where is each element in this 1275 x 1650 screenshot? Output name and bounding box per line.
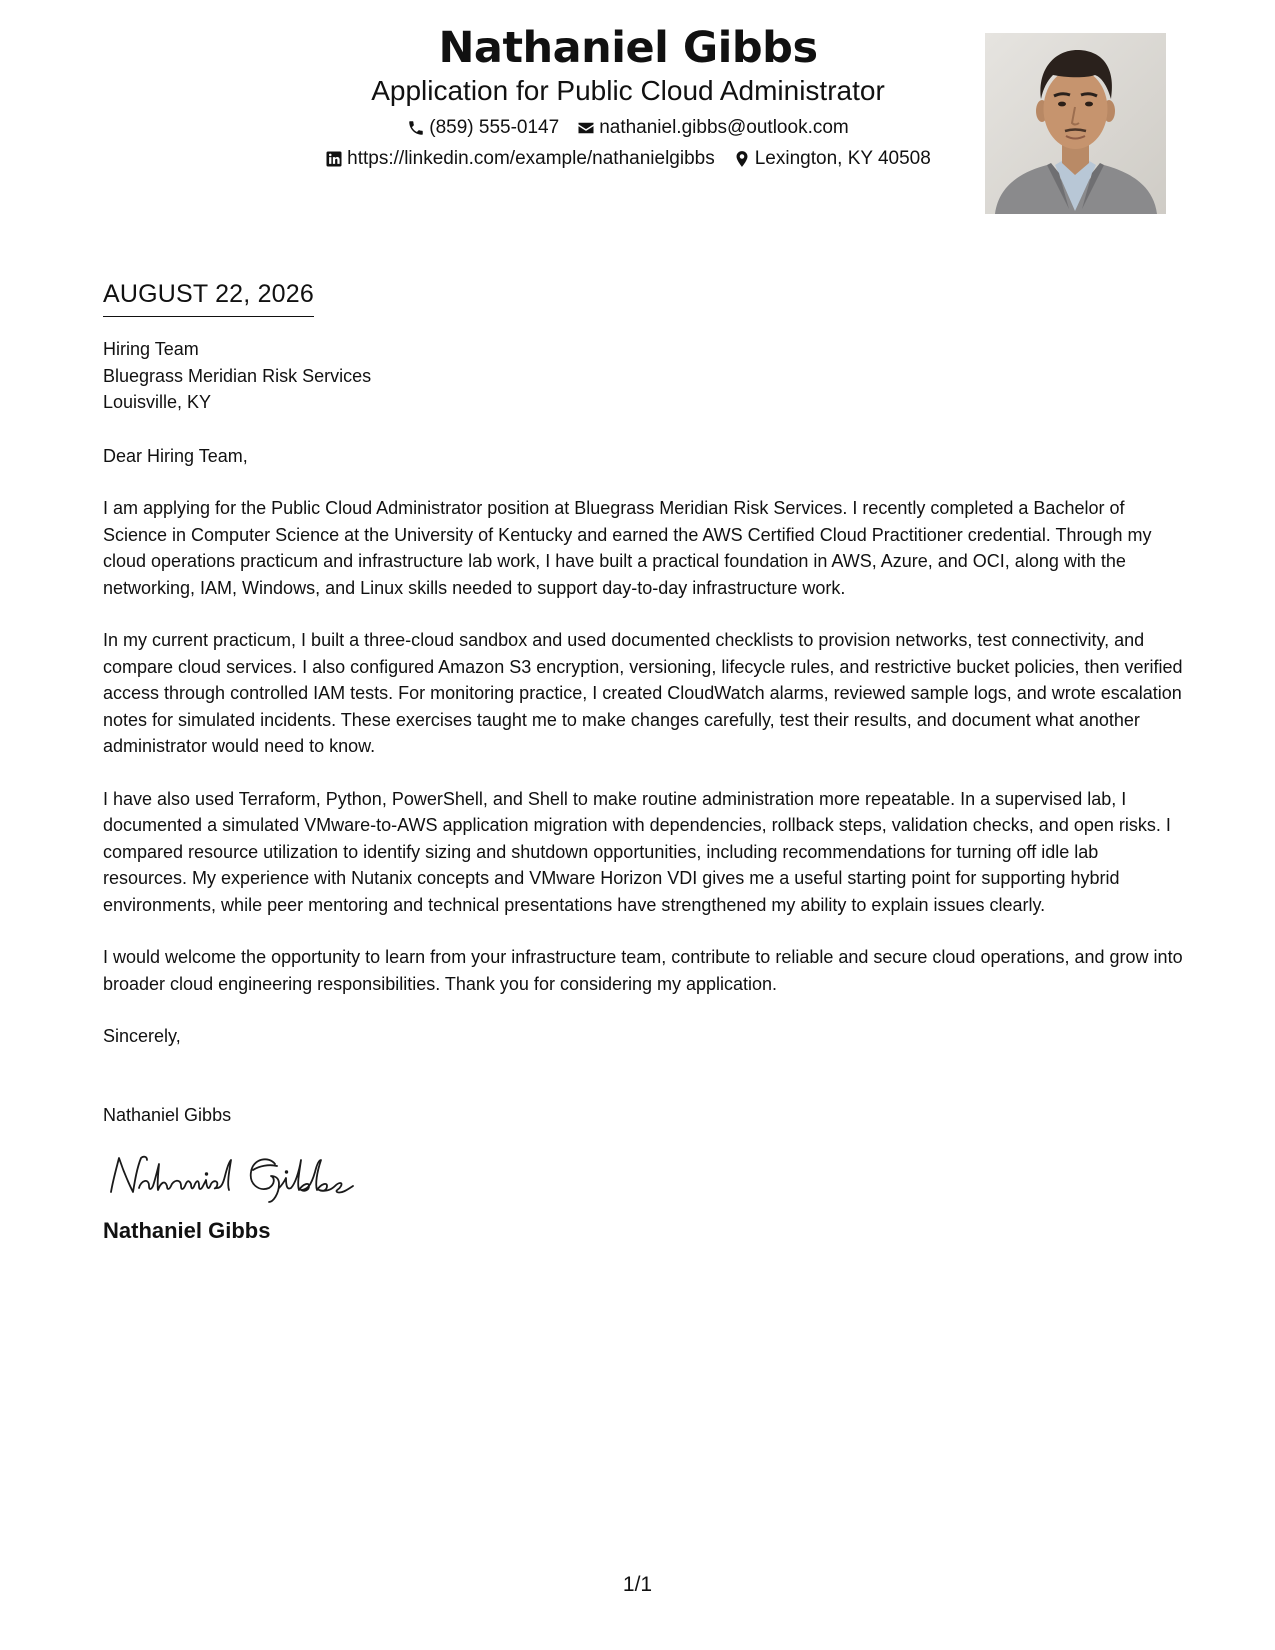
body-paragraph: I have also used Terraform, Python, PowerShell, and Shell to make routine administration more repeatable. In a supervised lab, I documented a simulated VMware-to-AWS application migration with dependencies, rollback steps, validation checks, and open risks. I compared resource utilization to identify sizing and shutdown opportunities, including recommendations for turning off idle lab resources. My experience with Nutanix concepts and VMware Horizon VDI gives me a useful starting point for supporting hybrid environments, while peer mentoring and technical presentations have strengthened my ability to explain issues clearly. [103,788,1171,915]
application-subtitle: Application for Public Cloud Administrator [371,75,885,106]
handwritten-signature [103,1150,403,1206]
header-text-block [228,22,1028,171]
profile-photo [985,33,1166,214]
phone-icon [407,119,425,137]
linkedin-icon [325,150,343,168]
page-number: 1/1 [622,1573,653,1596]
recipient-location: Louisville, KY [103,392,212,412]
letter-header [0,22,1275,212]
closing: Sincerely, [103,1026,181,1046]
recipient-company: Bluegrass Meridian Risk Services [103,365,372,386]
body-paragraph: I am applying for the Public Cloud Administrator position at Bluegrass Meridian Risk Services. I recently completed a Bachelor of Science in Computer Science at the University of Kentucky and earned the AWS Certified Cloud Practitioner credential. Through my cloud operations practicum and infrastructure lab work, I have built a practical foundation in AWS, Azure, and OCI, along with the networking, IAM, Windows, and Linux skills needed to support day-to-day infrastructure work. [103,498,1152,598]
body-paragraph: In my current practicum, I built a three-cloud sandbox and used documented checklists to provision networks, test connectivity, and compare cloud services. I also configured Amazon S3 encryption, versioning, lifecycle rules, and restrictive bucket policies, then verified access through controlled IAM tests. For monitoring practice, I created CloudWatch alarms, reviewed sample logs, and wrote escalation notes for simulated incidents. These exercises taught me to make changes carefully, test their results, and document what another administrator would need to know. [103,630,1183,756]
body-paragraph: I would welcome the opportunity to learn from your infrastructure team, contribute to reliable and secure cloud operations, and grow into broader cloud engineering responsibilities. Thank you for considering my application. [103,947,1183,994]
typed-signature-name: Nathaniel Gibbs [103,1104,232,1125]
letter-date: AUGUST 22, 2026 [103,278,314,317]
recipient-block [103,336,1183,416]
phone-contact [407,116,559,140]
email-address[interactable]: nathaniel.gibbs@outlook.com [599,117,849,138]
recipient-line: Hiring Team [103,339,199,359]
linkedin-contact[interactable] [325,147,715,171]
envelope-icon [577,119,595,137]
location-text: Lexington, KY 40508 [754,148,931,169]
map-pin-icon [733,150,751,168]
salutation: Dear Hiring Team, [103,445,248,466]
contact-row-1 [228,116,1028,140]
applicant-name: Nathaniel Gibbs [438,23,818,73]
phone-number: (859) 555-0147 [429,117,560,138]
letter-body [103,278,1183,1246]
location-contact [733,147,931,171]
linkedin-url[interactable]: https://linkedin.com/example/nathanielgibbs [347,148,715,169]
contact-row-2 [228,147,1028,171]
email-contact[interactable] [577,116,849,140]
signature-bold-name: Nathaniel Gibbs [103,1218,271,1243]
